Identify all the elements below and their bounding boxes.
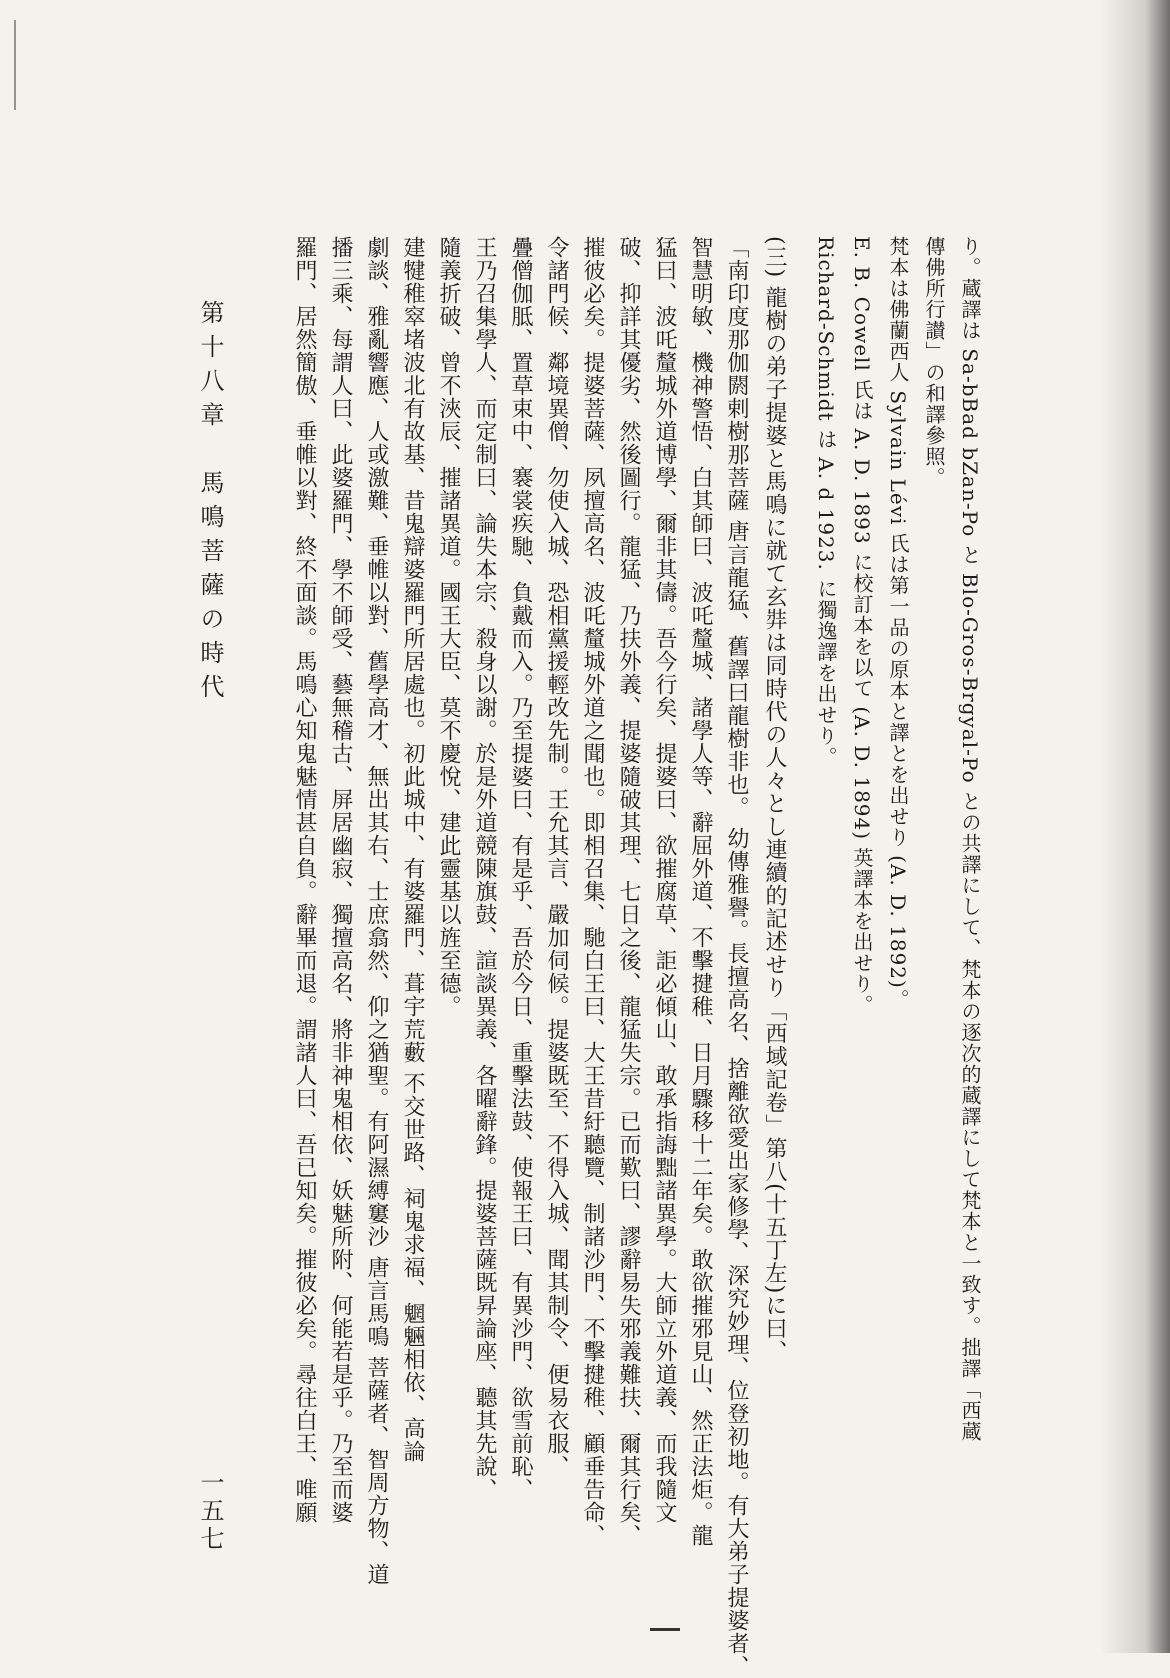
text-line-5: Richard-Schmidt は A. d 1923. に獨逸譯を出せり。 xyxy=(814,236,838,768)
text-line-15: 隨義折破、曾不浹辰、摧諸異道。國王大臣、莫不慶悅、建此靈基以旌至德。 xyxy=(436,236,461,1018)
text-line-19: 羅門、居然簡傲、垂帷以對、終不面談。馬鳴心知鬼魅情甚自負。辭畢而退。謂諸人曰、吾已知矣。摧彼必矣。尋往白王、唯願 xyxy=(292,236,317,1524)
text-line-13: 疊僧伽胝、置草束中、褰裳疾馳、負戴而入。乃至提婆曰、有是乎、吾於今日、重擊法鼓、使報王曰、有異沙門、欲雪前恥、 xyxy=(508,236,533,1501)
text-line-18: 播三乘、每謂人曰、此婆羅門、學不師受、藝無稽古、屏居幽寂、獨擅高名、將非神鬼相依、妖魅所附、何能若是乎。乃至而婆 xyxy=(328,236,353,1524)
text-line-14: 王乃召集學人、而定制曰、論失本宗、殺身以謝。於是外道競陳旗鼓、諠談異義、各曜辭鋒。提婆菩薩既昇論座、聽其先說、 xyxy=(472,236,497,1501)
text-line-16: 建犍稚窣堵波北有故基、昔鬼辯婆羅門所居處也。初此城中、有婆羅門、葺宇荒藪 不交世路、祠鬼求福、魍魎相依、高論 xyxy=(400,236,425,1463)
text-line-4: E. B. Cowell 氏は A. D. 1893 に校訂本を以て (A. D. 1894) 英譯本を出せり。 xyxy=(850,236,874,1016)
text-line-10: 破、抑詳其優劣、然後圖行。龍猛、乃扶外義、提婆隨破其理、七日之後、龍猛失宗。已而歎曰、謬辭易失邪義難扶、爾其行矣、 xyxy=(616,236,641,1547)
text-line-6: (三) 龍樹の弟子提婆と馬鳴に就て玄弉は同時代の人々とし連續的記述せり「西域記卷」第八(十五丁左)に曰、 xyxy=(762,236,787,1364)
text-line-2: 傳佛所行讃」の和譯參照。 xyxy=(922,236,946,488)
text-line-1: り。蔵譯は Sa-bBad bZan-Po と Blo-Gros-Brgyal-Po との共譯にして、梵本の逐次的蔵譯にして梵本と一致す。拙譯「西蔵 xyxy=(958,236,982,1442)
text-line-12: 令諸門候、鄰境異僧、勿使入城、恐相黨援輕改先制。王允其言、嚴加伺候。提婆既至、不得入城、聞其制令、便易衣服、 xyxy=(544,236,569,1478)
chapter-title: 第十八章 馬鳴菩薩の時代 xyxy=(196,300,224,708)
scan-mark xyxy=(14,20,16,110)
text-line-3: 梵本は佛蘭西人 Sylvain Lévi 氏は第一品の原本と譯とを出せり (A. D. 1892)。 xyxy=(886,236,910,1010)
text-line-7: 「南印度那伽閼剌樹那菩薩 唐言龍猛、舊譯曰龍樹非也。 幼傳雅譽。長擅高名、捨離欲愛出家修學、深究妙理、位登初地。有大弟子提婆者、 xyxy=(724,236,749,1678)
bottom-rule xyxy=(650,1628,680,1631)
text-line-11: 摧彼必矣。提婆菩薩、夙擅高名、波吒釐城外道之聞也。即相召集、馳白王曰、大王昔紆聽覽、制諸沙門、不擊揵稚、顧垂告命、 xyxy=(580,236,605,1547)
text-line-9: 猛曰、波吒釐城外道博學、爾非其儔。吾今行矣、提婆曰、欲摧腐草、詎必傾山、敢承指誨黜諸異學。大師立外道義、而我隨文 xyxy=(652,236,677,1524)
binding-shadow xyxy=(1100,0,1170,1653)
text-line-17: 劇談、雅亂響應、人或激難、垂帷以對、舊學高才、無出其右、士庶翕然、仰之猶聖。有阿濕縛窶沙 唐言馬鳴 菩薩者、智周方物、道 xyxy=(364,236,389,1586)
text-line-8: 智慧明敏、機神警悟、白其師曰、波吒釐城、諸學人等、辭屈外道、不擊揵稚、日月驟移十二年矣。敢欲摧邪見山、然正法炬。龍 xyxy=(688,236,713,1547)
page-number: 一五七 xyxy=(196,1470,224,1554)
